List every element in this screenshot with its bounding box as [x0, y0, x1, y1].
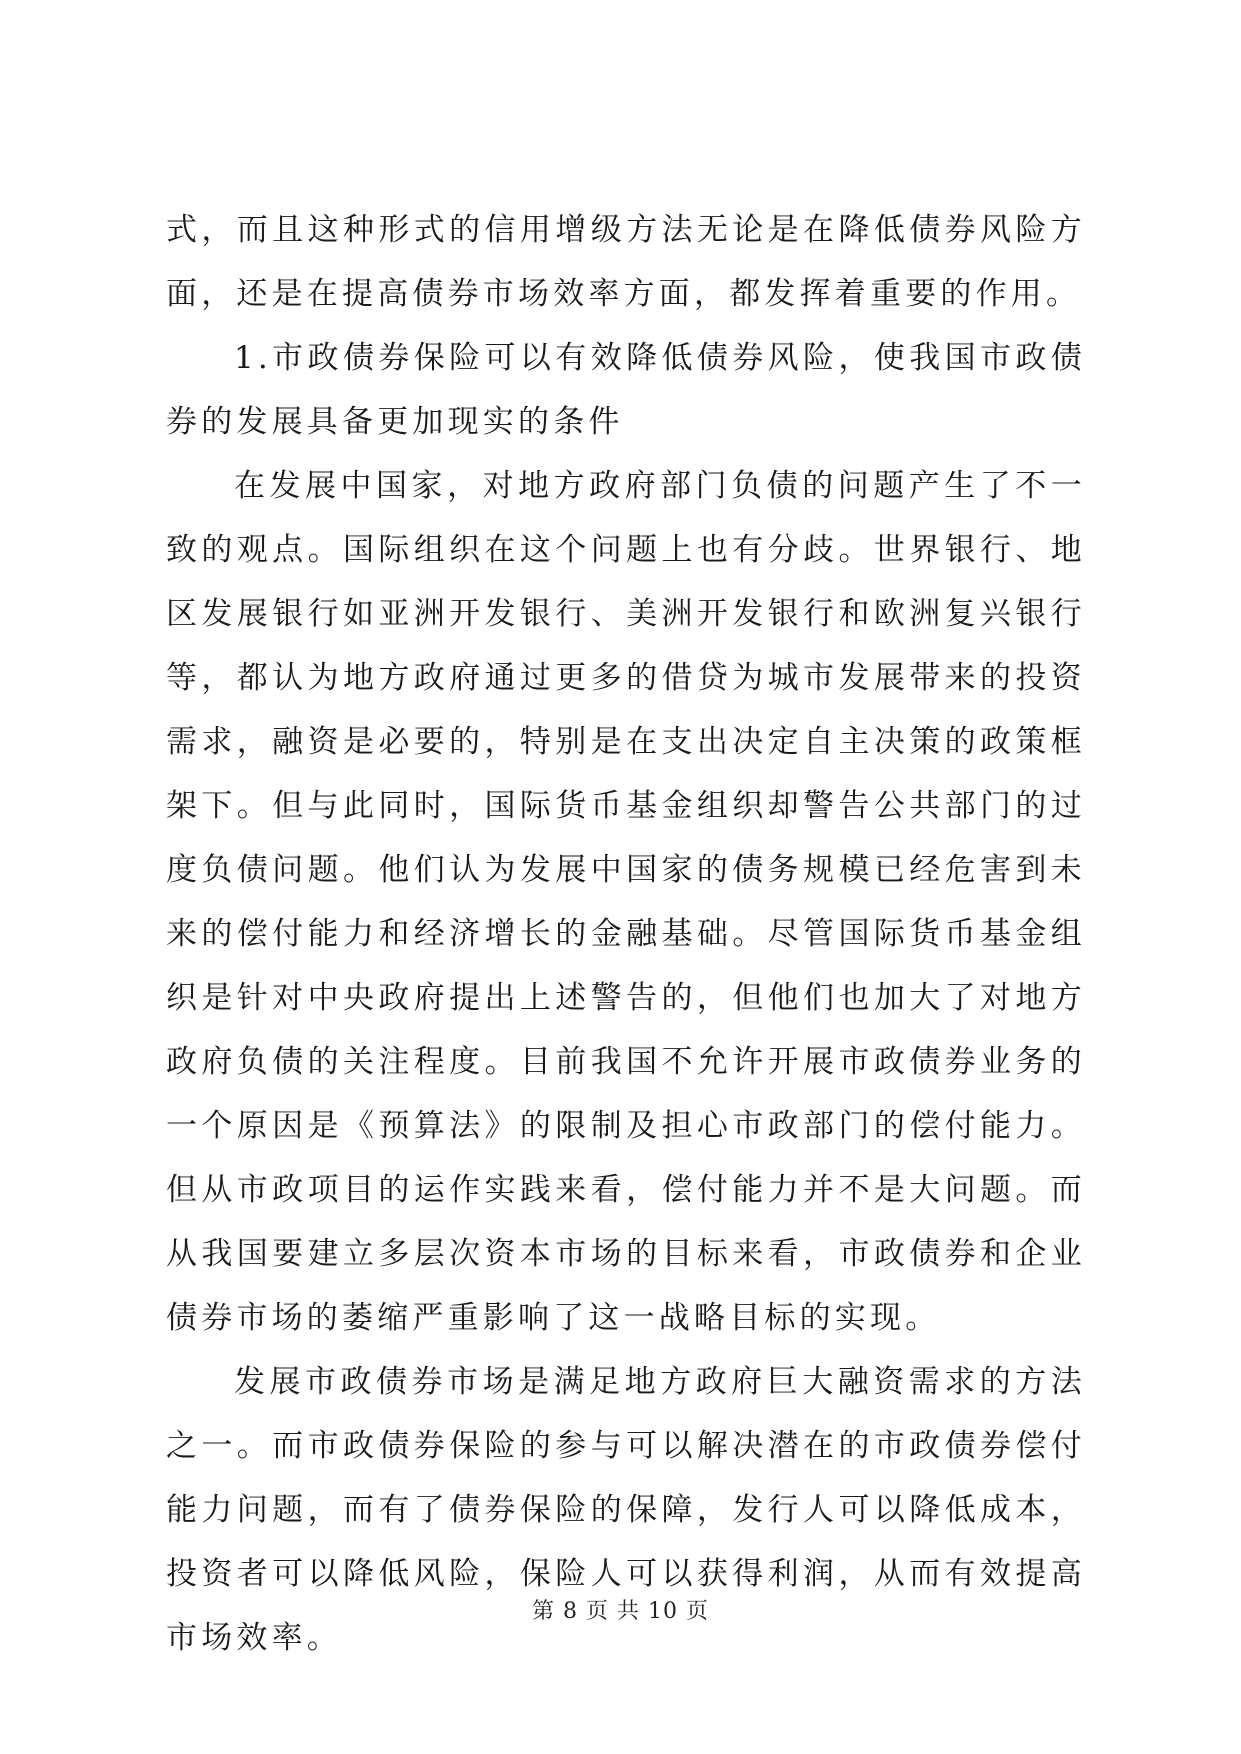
- page-number-footer: 第 8 页 共 10 页: [532, 1599, 709, 1624]
- document-body: [166, 198, 1086, 1670]
- paragraph-continuation: 式，而且这种形式的信用增级方法无论是在降低债券风险方面，还是在提高债券市场效率方面，都发挥着重要的作用。: [166, 212, 1086, 312]
- paragraph-body: 在发展中国家，对地方政府部门负债的问题产生了不一致的观点。国际组织在这个问题上也有分歧。世界银行、地区发展银行如亚洲开发银行、美洲开发银行和欧洲复兴银行等，都认为地方政府通过更多的借贷为城市发展带来的投资需求，融资是必要的，特别是在支出决定自主决策的政策框架下。但与此同时，国际货币基金组织却警告公共部门的过度负债问题。他们认为发展中国家的债务规模已经危害到未来的偿付能力和经济增长的金融基础。尽管国际货币基金组织是针对中央政府提出上述警告的，但他们也加大了对地方政府负债的关注程度。目前我国不允许开展市政债券业务的一个原因是《预算法》的限制及担心市政部门的偿付能力。但从市政项目的运作实践来看，偿付能力并不是大问题。而从我国要建立多层次资本市场的目标来看，市政债券和企业债券市场的萎缩严重影响了这一战略目标的实现。: [166, 468, 1086, 1336]
- paragraph-body: 发展市政债券市场是满足地方政府巨大融资需求的方法之一。而市政债券保险的参与可以解决潜在的市政债券偿付能力问题，而有了债券保险的保障，发行人可以降低成本，投资者可以降低风险，保险人可以获得利润，从而有效提高市场效率。: [166, 1364, 1086, 1656]
- section-heading: 1.市政债券保险可以有效降低债券风险，使我国市政债券的发展具备更加现实的条件: [166, 340, 1086, 440]
